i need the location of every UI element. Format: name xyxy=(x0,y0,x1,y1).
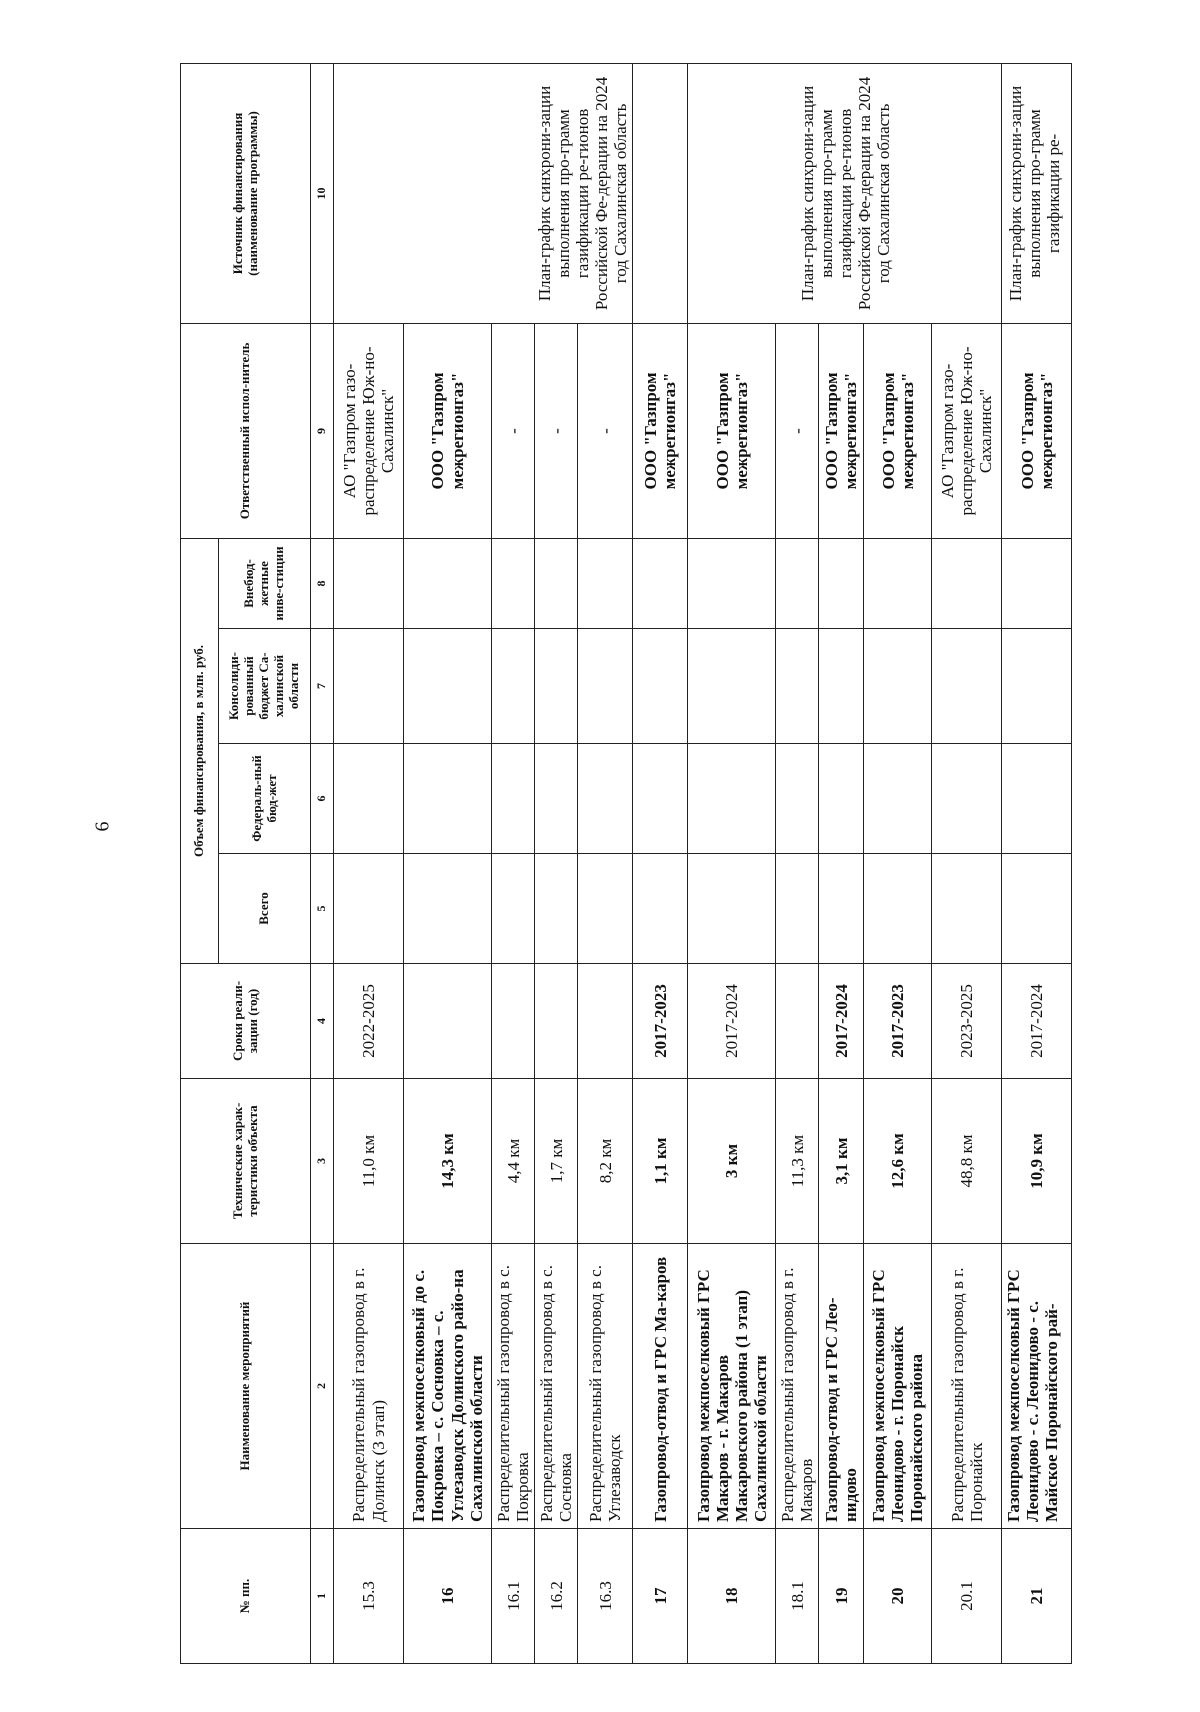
row-number: 15.3 xyxy=(334,1529,404,1664)
row-federal xyxy=(864,744,932,854)
row-regional xyxy=(819,629,864,744)
header-federal: Федераль-ный бюд-жет xyxy=(219,744,311,854)
column-number: 10 xyxy=(311,63,334,323)
row-number: 17 xyxy=(633,1529,688,1664)
row-tech: 4,4 км xyxy=(492,1079,535,1244)
header-executor: Ответственный испол-нитель xyxy=(181,323,311,538)
row-number: 18.1 xyxy=(776,1529,819,1664)
row-name: Газопровод межпоселковый ГРС Леонидово - с. Леонидово - с. Майское Поронайского рай- xyxy=(1002,1244,1072,1529)
row-number: 21 xyxy=(1002,1529,1072,1664)
header-total: Всего xyxy=(219,854,311,964)
row-offbudget xyxy=(688,538,776,628)
row-tech: 11,0 км xyxy=(334,1079,404,1244)
row-executor: ООО "Газпром межрегионгаз" xyxy=(688,323,776,538)
row-executor: ООО "Газпром межрегионгаз" xyxy=(1002,323,1072,538)
row-total xyxy=(688,854,776,964)
row-federal xyxy=(932,744,1002,854)
row-offbudget xyxy=(932,538,1002,628)
row-federal xyxy=(633,744,688,854)
row-name: Распределительный газопровод в с. Покровка xyxy=(492,1244,535,1529)
row-total xyxy=(578,854,633,964)
row-regional xyxy=(633,629,688,744)
header-years: Сроки реали-зации (год) xyxy=(181,964,311,1079)
row-federal xyxy=(334,744,404,854)
row-offbudget xyxy=(492,538,535,628)
row-number: 19 xyxy=(819,1529,864,1664)
row-tech: 1,7 км xyxy=(535,1079,578,1244)
row-years: 2017-2024 xyxy=(819,964,864,1079)
row-total xyxy=(334,854,404,964)
row-years xyxy=(492,964,535,1079)
row-offbudget xyxy=(334,538,404,628)
row-years: 2017-2023 xyxy=(633,964,688,1079)
row-name: Распределительный газопровод в с. Углезаводск xyxy=(578,1244,633,1529)
row-offbudget xyxy=(578,538,633,628)
row-regional xyxy=(334,629,404,744)
table-row xyxy=(1002,63,1072,1663)
row-years xyxy=(776,964,819,1079)
header-regional: Консолиди-рованный бюджет Са-халинской области xyxy=(219,629,311,744)
row-name: Газопровод межпоселковый ГРС Леонидово - г. Поронайск Поронайского района xyxy=(864,1244,932,1529)
row-executor: ООО "Газпром межрегионгаз" xyxy=(819,323,864,538)
row-name: Газопровод межпоселковый до с. Покровка – с. Сосновка – с. Углезаводск Долинского райо-на Сахалинской области xyxy=(404,1244,492,1529)
row-years xyxy=(404,964,492,1079)
header-offbudget: Внебюд-жетные инве-стиции xyxy=(219,538,311,628)
row-regional xyxy=(932,629,1002,744)
row-total xyxy=(819,854,864,964)
row-offbudget xyxy=(1002,538,1072,628)
row-number: 16.2 xyxy=(535,1529,578,1664)
row-total xyxy=(492,854,535,964)
row-executor: - xyxy=(492,323,535,538)
column-number: 9 xyxy=(311,323,334,538)
row-regional xyxy=(776,629,819,744)
row-number: 20 xyxy=(864,1529,932,1664)
page-number: 6 xyxy=(91,821,114,832)
row-number: 16 xyxy=(404,1529,492,1664)
row-name: Распределительный газопровод в г. Макаров xyxy=(776,1244,819,1529)
row-number: 18 xyxy=(688,1529,776,1664)
header-funding-group: Объем финансирования, в млн. руб. xyxy=(181,538,219,963)
row-number: 16.1 xyxy=(492,1529,535,1664)
row-total xyxy=(404,854,492,964)
row-tech: 8,2 км xyxy=(578,1079,633,1244)
row-source: План-график синхрони-зации выполнения про-грамм газификации ре-гионов Российской Фе-дерации на 2024 год Сахалинская область xyxy=(688,63,1002,323)
table-row xyxy=(688,63,776,1663)
row-tech: 1,1 км xyxy=(633,1079,688,1244)
row-years xyxy=(578,964,633,1079)
row-tech: 3,1 км xyxy=(819,1079,864,1244)
row-name: Распределительный газопровод в г. Долинск (3 этап) xyxy=(334,1244,404,1529)
row-tech: 12,6 км xyxy=(864,1079,932,1244)
row-total xyxy=(776,854,819,964)
row-total xyxy=(535,854,578,964)
row-offbudget xyxy=(819,538,864,628)
row-federal xyxy=(688,744,776,854)
header-tech: Технические харак-теристики объекта xyxy=(181,1079,311,1244)
row-federal xyxy=(1002,744,1072,854)
row-tech: 14,3 км xyxy=(404,1079,492,1244)
row-name: Распределительный газопровод в г. Поронайск xyxy=(932,1244,1002,1529)
row-federal xyxy=(404,744,492,854)
header-name: Наименование мероприятий xyxy=(181,1244,311,1529)
row-executor: ООО "Газпром межрегионгаз" xyxy=(633,323,688,538)
rotated-table-container xyxy=(180,64,1064,1664)
row-number: 16.3 xyxy=(578,1529,633,1664)
row-total xyxy=(633,854,688,964)
row-offbudget xyxy=(404,538,492,628)
row-executor: - xyxy=(535,323,578,538)
row-regional xyxy=(404,629,492,744)
row-years: 2017-2024 xyxy=(1002,964,1072,1079)
row-name: Распределительный газопровод в с. Сосновка xyxy=(535,1244,578,1529)
row-regional xyxy=(535,629,578,744)
row-name: Газопровод межпоселковый ГРС Макаров - г. Макаров Макаровского района (1 этап) Сахалинской области xyxy=(688,1244,776,1529)
row-tech: 48,8 км xyxy=(932,1079,1002,1244)
row-federal xyxy=(492,744,535,854)
column-number: 8 xyxy=(311,538,334,628)
row-offbudget xyxy=(633,538,688,628)
row-years: 2017-2023 xyxy=(864,964,932,1079)
header-source: Источник финансирования (наименование программы) xyxy=(181,63,311,323)
row-federal xyxy=(819,744,864,854)
row-years: 2022-2025 xyxy=(334,964,404,1079)
row-executor: ООО "Газпром межрегионгаз" xyxy=(864,323,932,538)
row-total xyxy=(864,854,932,964)
program-table xyxy=(180,63,1072,1664)
column-number: 4 xyxy=(311,964,334,1079)
row-number: 20.1 xyxy=(932,1529,1002,1664)
row-years: 2023-2025 xyxy=(932,964,1002,1079)
header-no: № пп. xyxy=(181,1529,311,1664)
row-executor: АО "Газпром газо-распределение Юж-но-Сахалинск" xyxy=(334,323,404,538)
row-tech: 10,9 км xyxy=(1002,1079,1072,1244)
table-row xyxy=(633,63,688,1663)
row-federal xyxy=(578,744,633,854)
column-number: 7 xyxy=(311,629,334,744)
table-row xyxy=(334,63,404,1663)
row-executor: - xyxy=(776,323,819,538)
row-name: Газопровод-отвод и ГРС Лео-нидово xyxy=(819,1244,864,1529)
row-regional xyxy=(492,629,535,744)
row-total xyxy=(1002,854,1072,964)
row-regional xyxy=(578,629,633,744)
column-number: 3 xyxy=(311,1079,334,1244)
row-total xyxy=(932,854,1002,964)
row-years xyxy=(535,964,578,1079)
row-executor: АО "Газпром газо-распределение Юж-но-Сахалинск" xyxy=(932,323,1002,538)
row-regional xyxy=(688,629,776,744)
row-tech: 11,3 км xyxy=(776,1079,819,1244)
row-executor: ООО "Газпром межрегионгаз" xyxy=(404,323,492,538)
column-number-row xyxy=(311,63,334,1663)
row-offbudget xyxy=(776,538,819,628)
column-number: 6 xyxy=(311,744,334,854)
row-name: Газопровод-отвод и ГРС Ма-каров xyxy=(633,1244,688,1529)
row-federal xyxy=(535,744,578,854)
row-years: 2017-2024 xyxy=(688,964,776,1079)
row-federal xyxy=(776,744,819,854)
row-source xyxy=(633,63,688,323)
row-offbudget xyxy=(535,538,578,628)
row-regional xyxy=(1002,629,1072,744)
row-offbudget xyxy=(864,538,932,628)
row-source: План-график синхрони-зации выполнения про-грамм газификации ре- xyxy=(1002,63,1072,323)
column-number: 5 xyxy=(311,854,334,964)
row-tech: 3 км xyxy=(688,1079,776,1244)
row-regional xyxy=(864,629,932,744)
row-source: План-график синхрони-зации выполнения про-грамм газификации ре-гионов Российской Фе-дерации на 2024 год Сахалинская область xyxy=(334,63,633,323)
column-number: 1 xyxy=(311,1529,334,1664)
row-executor: - xyxy=(578,323,633,538)
column-number: 2 xyxy=(311,1244,334,1529)
